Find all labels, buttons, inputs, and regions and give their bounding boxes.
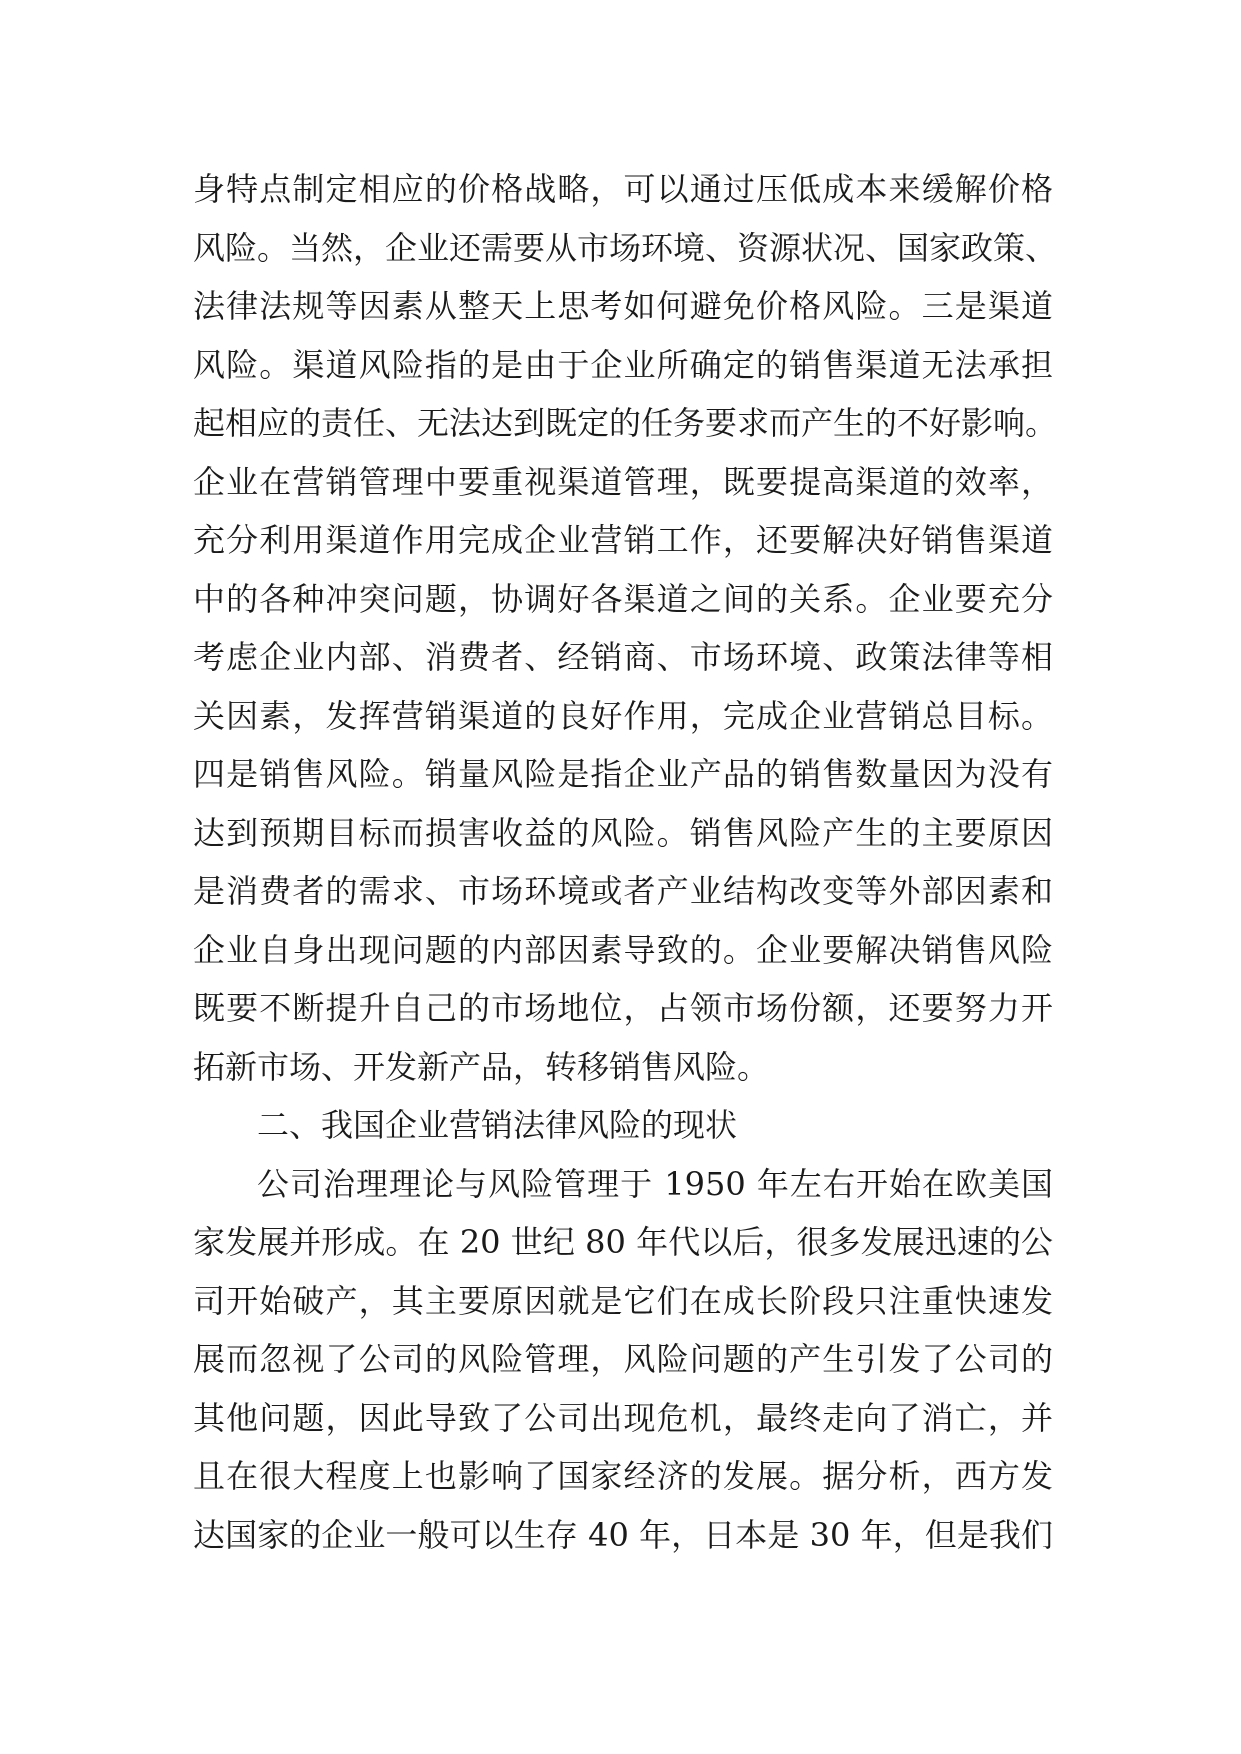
section-heading: 二、我国企业营销法律风险的现状 (257, 1106, 738, 1144)
text-line: 法律法规等因素从整天上思考如何避免价格风险。三是渠道 (193, 287, 1053, 325)
text-line: 达国家的企业一般可以生存 40 年，日本是 30 年，但是我们 (193, 1515, 1053, 1554)
text-line: 企业在营销管理中要重视渠道管理，既要提高渠道的效率， (193, 462, 1053, 501)
text-line: 既要不断提升自己的市场地位，占领市场份额，还要努力开 (193, 989, 1053, 1027)
text-line: 充分利用渠道作用完成企业营销工作，还要解决好销售渠道 (193, 521, 1053, 559)
text-line: 司开始破产，其主要原因就是它们在成长阶段只注重快速发 (193, 1281, 1053, 1320)
text-line: 起相应的责任、无法达到既定的任务要求而产生的不好影响。 (193, 404, 1058, 442)
text-line: 关因素，发挥营销渠道的良好作用，完成企业营销总目标。 (193, 696, 1053, 735)
text-line: 风险。渠道风险指的是由于企业所确定的销售渠道无法承担 (193, 345, 1053, 384)
text-line: 身特点制定相应的价格战略，可以通过压低成本来缓解价格 (193, 170, 1053, 208)
text-line: 四是销售风险。销量风险是指企业产品的销售数量因为没有 (193, 755, 1053, 793)
body-text (193, 160, 1058, 1564)
text-line: 企业自身出现问题的内部因素导致的。企业要解决销售风险 (193, 930, 1053, 969)
text-line: 中的各种冲突问题，协调好各渠道之间的关系。企业要充分 (193, 579, 1053, 618)
text-line: 是消费者的需求、市场环境或者产业结构改变等外部因素和 (193, 872, 1053, 910)
text-line: 风险。当然，企业还需要从市场环境、资源状况、国家政策、 (193, 228, 1058, 267)
text-line: 拓新市场、开发新产品，转移销售风险。 (193, 1047, 770, 1086)
text-line: 达到预期目标而损害收益的风险。销售风险产生的主要原因 (193, 813, 1053, 852)
text-line: 家发展并形成。在 20 世纪 80 年代以后，很多发展迅速的公 (193, 1223, 1053, 1261)
text-line: 考虑企业内部、消费者、经销商、市场环境、政策法律等相 (193, 638, 1053, 676)
text-line: 其他问题，因此导致了公司出现危机，最终走向了消亡，并 (193, 1398, 1053, 1437)
text-line: 公司治理理论与风险管理于 1950 年左右开始在欧美国 (257, 1164, 1053, 1203)
text-line: 且在很大程度上也影响了国家经济的发展。据分析，西方发 (193, 1457, 1053, 1495)
text-line: 展而忽视了公司的风险管理，风险问题的产生引发了公司的 (193, 1340, 1053, 1378)
